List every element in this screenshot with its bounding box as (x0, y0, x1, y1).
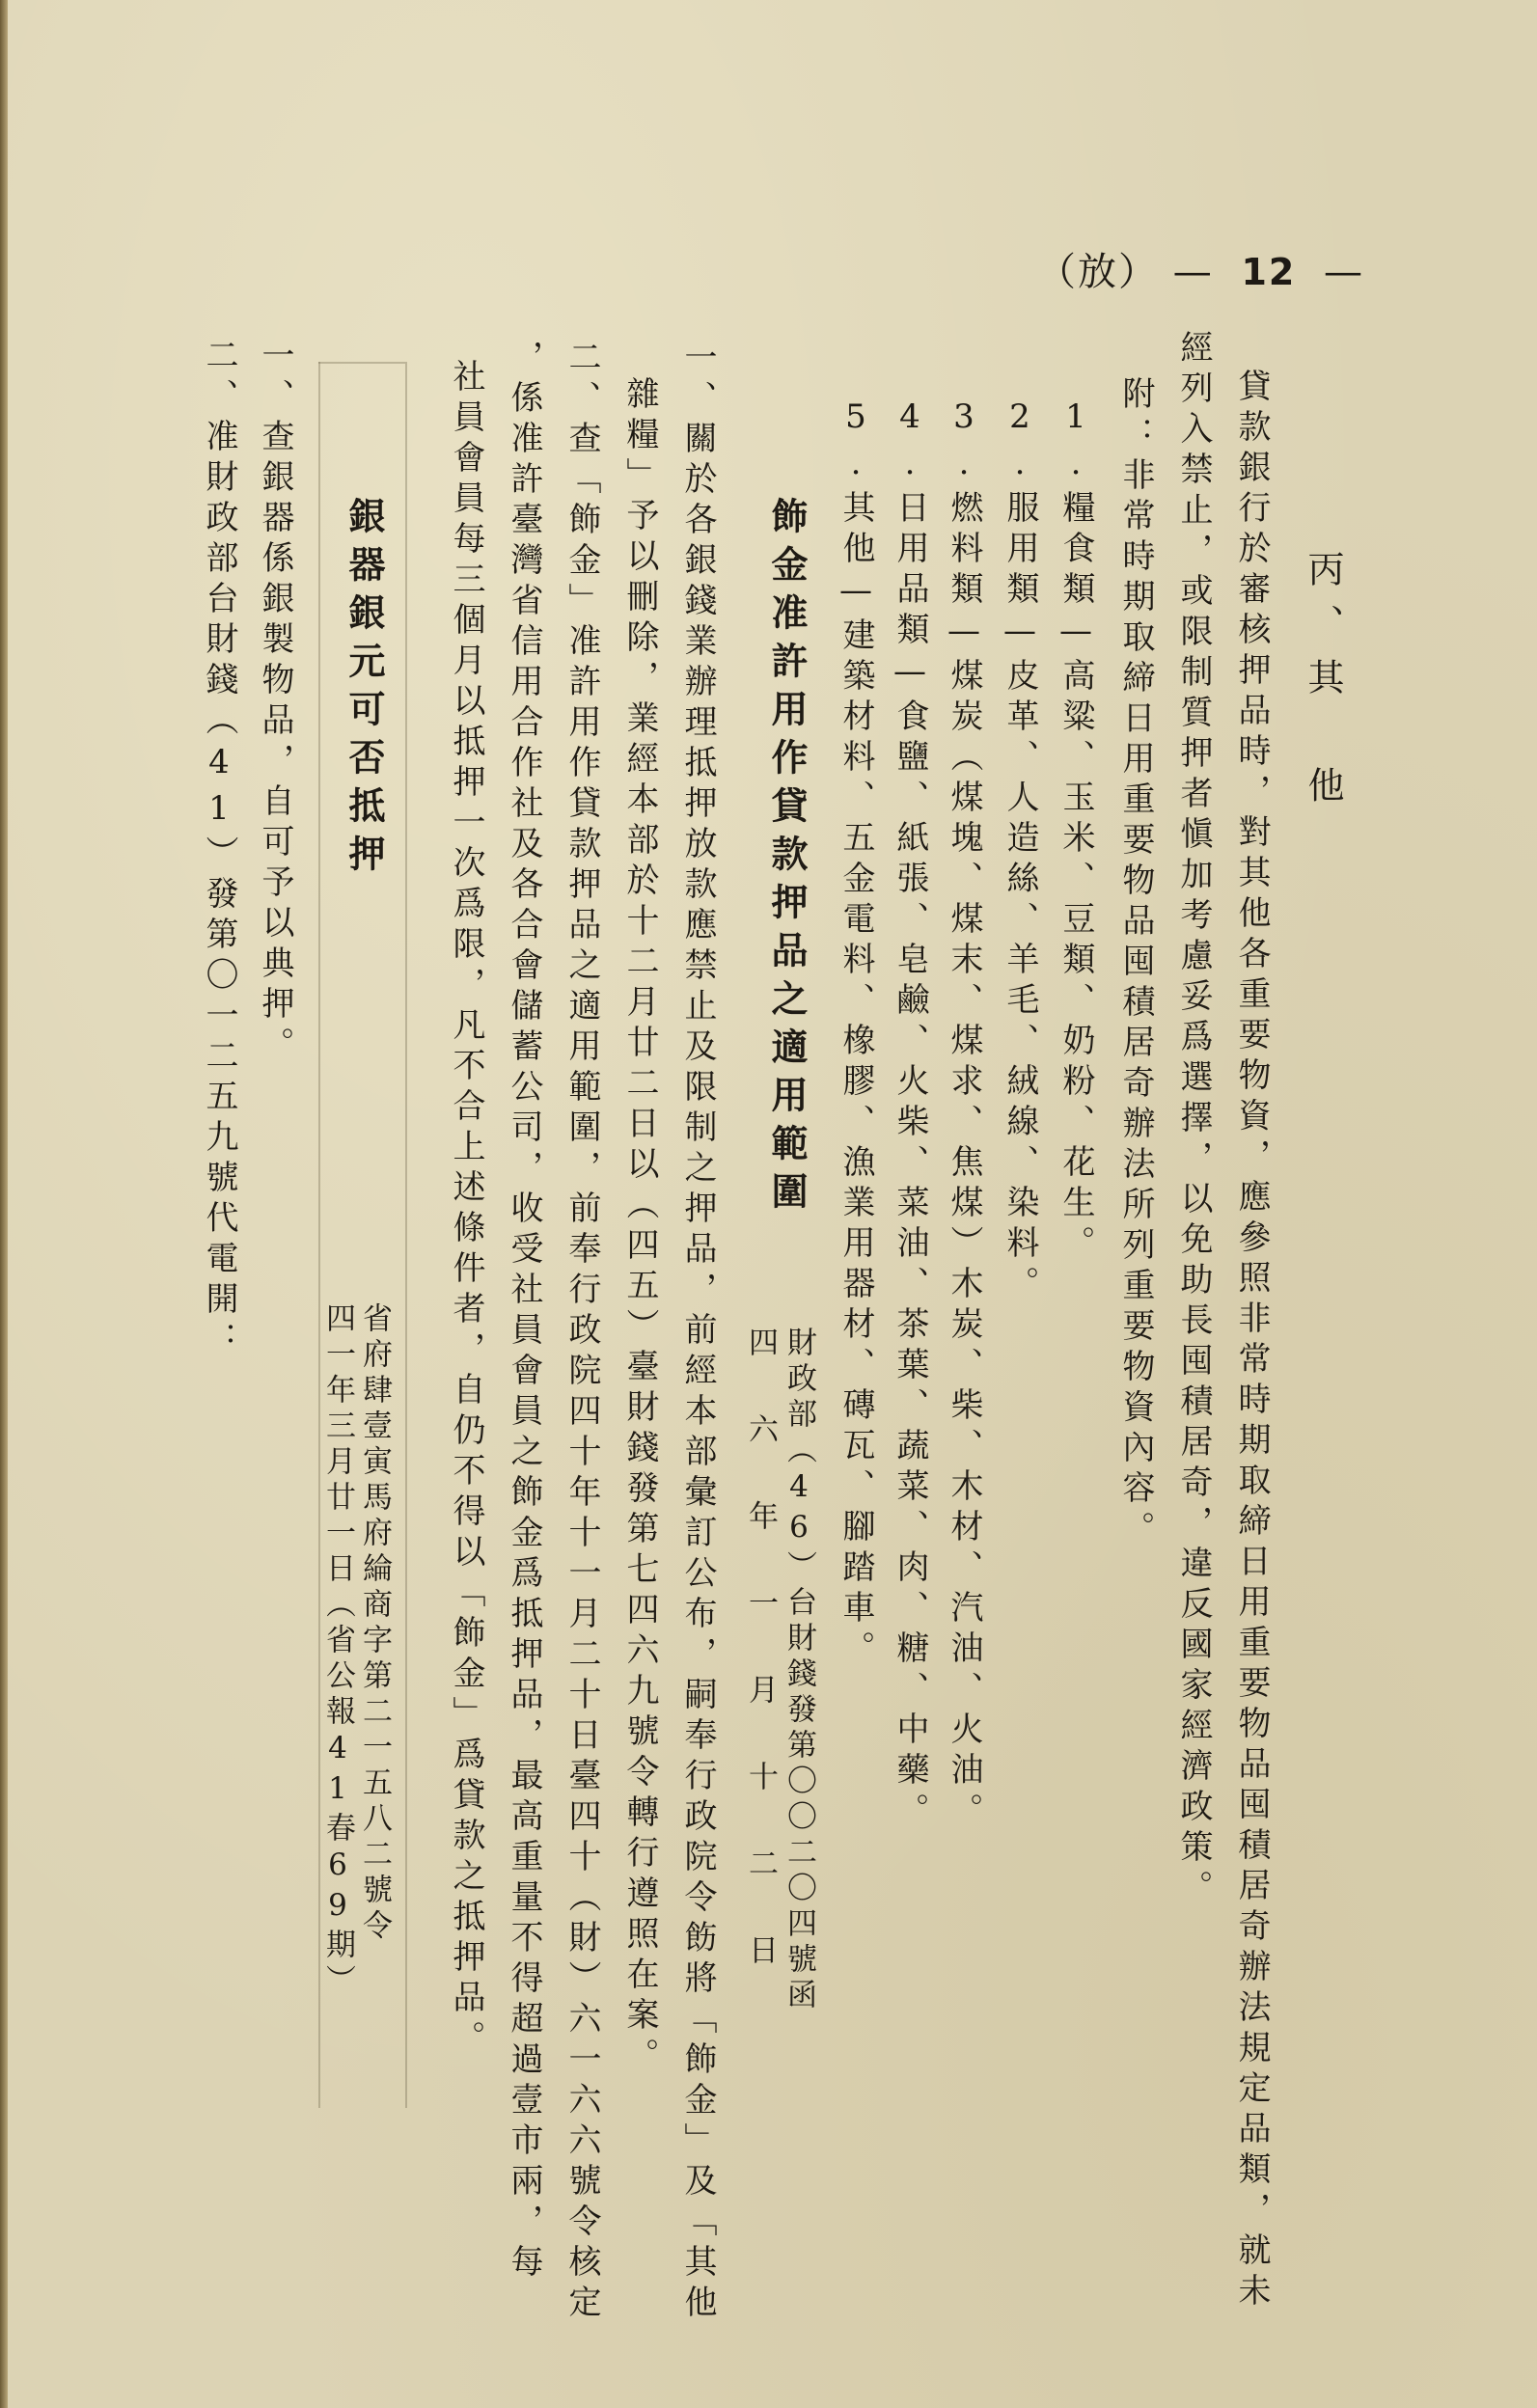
article-date-gold: 四 六 年 一 月 十 二 日 (743, 1327, 778, 1978)
list-item (891, 397, 929, 1833)
header-dash-left: — (1172, 250, 1214, 294)
list-item-text: 其他—建築材料、五金電料、橡膠、漁業用器材、磚瓦、腳踏車。 (837, 490, 875, 1671)
page-header (1037, 241, 1364, 296)
article-title-gold: 飾金准許用作貸款押品之適用範圍 (765, 497, 808, 1220)
list-item (1001, 397, 1039, 1306)
gold-para-2-line-3: 社員會員每三個月以抵押一次爲限，凡不合上述條件者，自仍不得以「飾金」爲貸款之抵押品。 (447, 359, 485, 2061)
list-item (1057, 397, 1095, 1266)
list-item-number: 5. (837, 397, 875, 490)
article-source-gold: 財政部（46）台財錢發第〇〇二〇四號函 (782, 1327, 816, 2014)
article-title-silver: 銀器銀元可否抵押 (343, 497, 385, 883)
frame-right (405, 362, 407, 2108)
list-item-number: 1. (1057, 397, 1095, 490)
gold-para-1-line-1: 一、關於各銀錢業辦理抵押放款應禁止及限制之押品，前經本部彙訂公布，嗣奉行政院令飭將「飾金」及「其他 (678, 340, 717, 2325)
appendix-label: 附：非常時期取締日用重要物品囤積居奇辦法所列重要物資內容。 (1116, 376, 1155, 1551)
frame-top (318, 362, 405, 364)
list-item (945, 397, 983, 1833)
gold-para-2-line-1: 二、查「飾金」准許用作貸款押品之適用範圍，前奉行政院四十年十一月二十日臺四十（財）六一六六號令核定 (563, 340, 601, 2325)
list-item-text: 日用品類—食鹽、紙張、皂鹼、火柴、菜油、茶葉、蔬菜、肉、糖、中藥。 (891, 490, 929, 1833)
section-heading: 丙、其 他 (1302, 550, 1344, 820)
silver-para-1: 一、查銀器係銀製物品，自可予以典押。 (256, 338, 294, 1067)
gold-para-1-line-2: 雜糧」予以刪除，業經本部於十二月廿二日以（四五）臺財錢發第七四六九號令轉行遵照在案。 (620, 376, 659, 2078)
silver-para-2: 二、准財政部台財錢（41）發第〇一二五九號代電開： (200, 338, 238, 1362)
header-dash-right: — (1324, 250, 1365, 294)
list-item-number: 4. (891, 397, 929, 490)
list-item-number: 2. (1001, 397, 1039, 490)
list-item (837, 397, 875, 1671)
section-paragraph-line-2: 經列入禁止，或限制質押者愼加考慮妥爲選擇，以免助長囤積居奇，違反國家經濟政策。 (1174, 330, 1213, 1910)
article-date-silver: 四一年三月廿一日（省公報41春69期） (320, 1302, 355, 2000)
section-mark: （放） (1037, 250, 1159, 294)
page-number: 12 (1241, 251, 1297, 293)
list-item-text: 糧食類—高粱、玉米、豆類、奶粉、花生。 (1057, 490, 1095, 1266)
list-item-text: 服用類—皮革、人造絲、羊毛、絨線、染料。 (1001, 490, 1039, 1306)
page-edge (0, 0, 8, 2408)
section-paragraph-line-1: 貸款銀行於審核押品時，對其他各重要物資，應參照非常時期取締日用重要物品囤積居奇辦法規定品類，就未 (1232, 369, 1271, 2313)
gold-para-2-line-2: ，係准許臺灣省信用合作社及各合會儲蓄公司，收受社員會員之飾金爲抵押品，最高重量不得超過壹市兩，每 (505, 340, 543, 2285)
article-source-silver: 省府肆壹寅馬府綸商字第二一五八二號令 (357, 1302, 392, 1945)
list-item-text: 燃料類—煤炭（煤塊、煤末、煤求、焦煤）木炭、柴、木材、汽油、火油。 (945, 490, 983, 1833)
list-item-number: 3. (945, 397, 983, 490)
